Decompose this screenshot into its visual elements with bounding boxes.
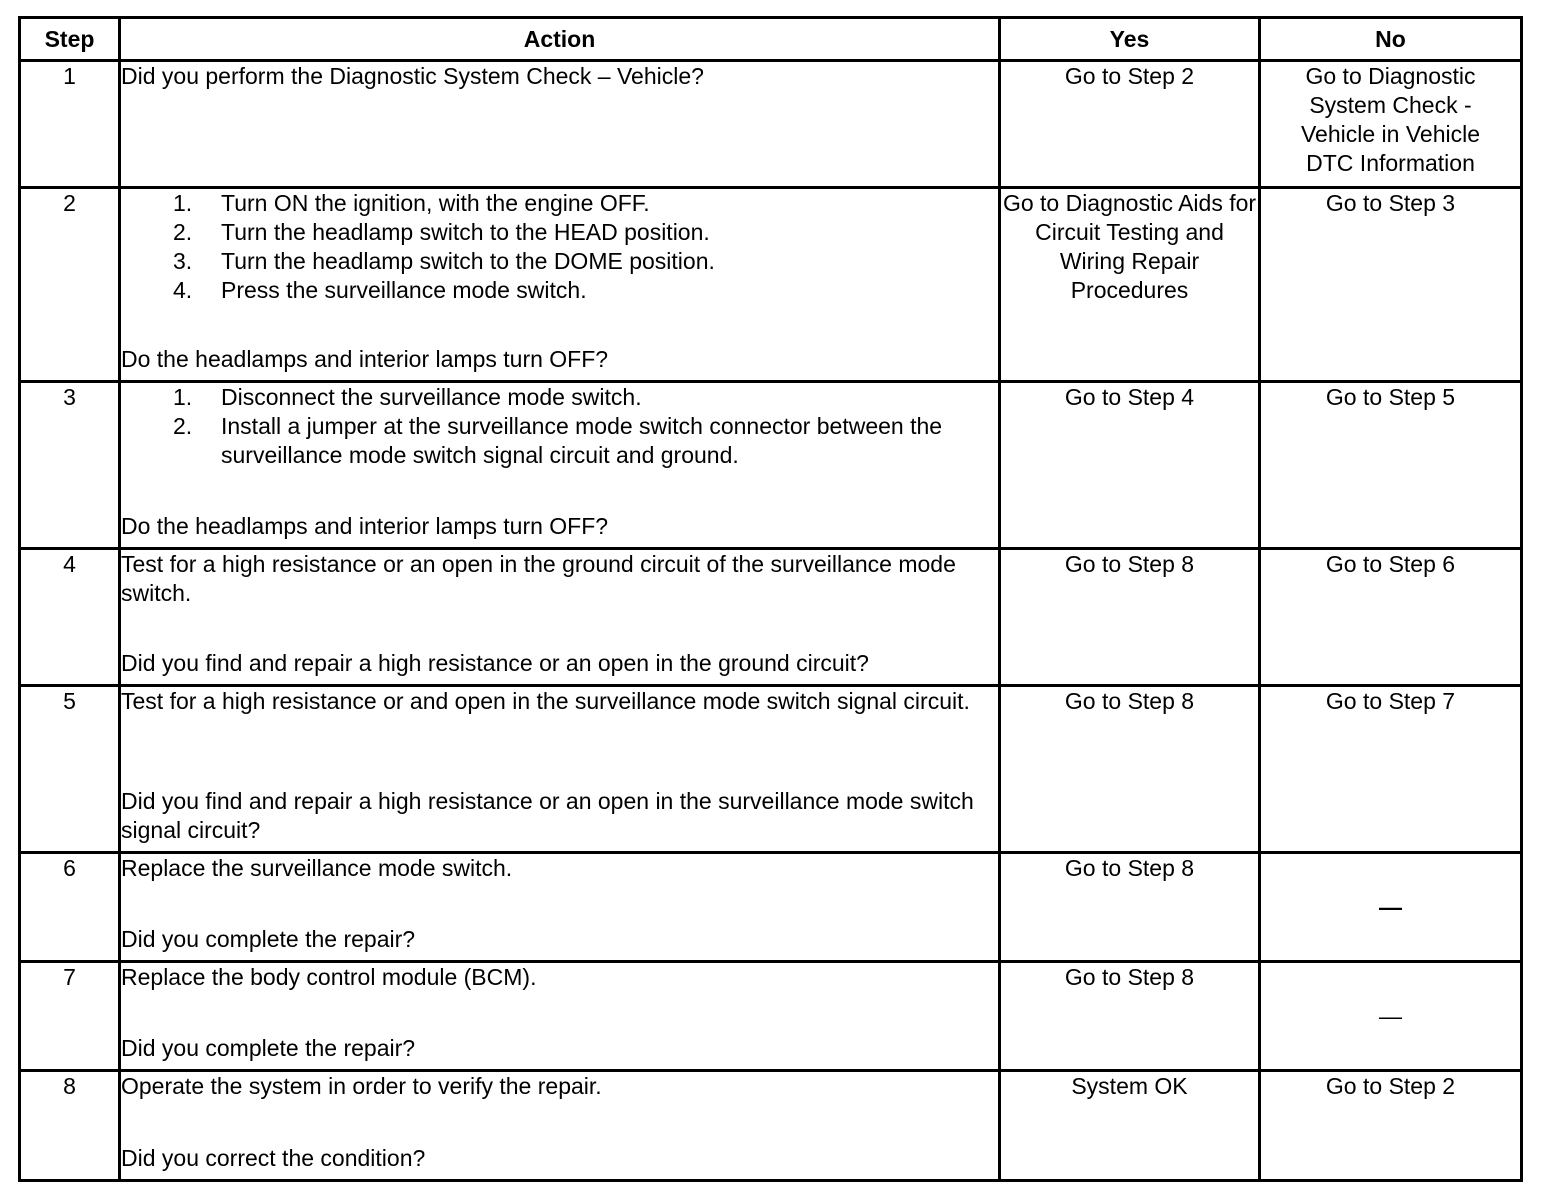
step-number: 2 <box>20 188 120 382</box>
item-text: Install a jumper at the surveillance mode switch connector between the surveillance mode switch signal circuit and ground. <box>221 413 943 468</box>
step-number: 5 <box>20 686 120 853</box>
no-cell: Go to Step 3 <box>1260 188 1522 382</box>
yes-cell: Go to Step 8 <box>1000 549 1260 686</box>
header-row <box>20 18 1522 61</box>
action-question: Do the headlamps and interior lamps turn OFF? <box>121 346 609 372</box>
action-text: Operate the system in order to verify the repair. <box>121 1073 602 1099</box>
no-cell: — <box>1260 853 1522 962</box>
action-question: Did you correct the condition? <box>121 1145 426 1171</box>
procedure-list <box>121 189 998 305</box>
header-action: Action <box>120 18 1000 61</box>
step-number: 7 <box>20 962 120 1071</box>
yes-cell: System OK <box>1000 1071 1260 1181</box>
list-item <box>173 218 998 247</box>
action-text: Replace the body control module (BCM). <box>121 964 537 990</box>
item-text: Press the surveillance mode switch. <box>221 277 587 303</box>
list-item <box>173 189 998 218</box>
table-row <box>20 962 1522 1071</box>
step-number: 6 <box>20 853 120 962</box>
no-cell: Go to Step 6 <box>1260 549 1522 686</box>
action-cell <box>120 382 1000 549</box>
step-number: 3 <box>20 382 120 549</box>
header-no: No <box>1260 18 1522 61</box>
list-item <box>173 247 998 276</box>
no-cell: Go to Step 7 <box>1260 686 1522 853</box>
list-item <box>173 383 998 412</box>
action-cell <box>120 61 1000 188</box>
item-number: 1. <box>173 384 193 410</box>
item-number: 2. <box>173 219 193 245</box>
table-row <box>20 549 1522 686</box>
action-text: Did you perform the Diagnostic System Check – Vehicle? <box>121 63 704 89</box>
action-text: Test for a high resistance or and open in the surveillance mode switch signal circuit. <box>121 688 970 714</box>
action-cell <box>120 962 1000 1071</box>
yes-cell: Go to Step 2 <box>1000 61 1260 188</box>
item-text: Turn the headlamp switch to the DOME position. <box>221 248 715 274</box>
item-number: 3. <box>173 248 193 274</box>
action-cell <box>120 853 1000 962</box>
item-number: 4. <box>173 277 193 303</box>
no-cell: Go to Step 2 <box>1260 1071 1522 1181</box>
no-cell: Go to Step 5 <box>1260 382 1522 549</box>
step-number: 8 <box>20 1071 120 1181</box>
action-question: Did you find and repair a high resistance or an open in the ground circuit? <box>121 650 869 676</box>
list-item <box>173 276 998 305</box>
table-row <box>20 382 1522 549</box>
no-cell: — <box>1260 962 1522 1071</box>
action-question: Did you complete the repair? <box>121 1035 416 1061</box>
header-step: Step <box>20 18 120 61</box>
yes-cell: Go to Step 8 <box>1000 962 1260 1071</box>
yes-cell: Go to Diagnostic Aids for Circuit Testing and Wiring Repair Procedures <box>1000 188 1260 382</box>
header-yes: Yes <box>1000 18 1260 61</box>
table-row <box>20 853 1522 962</box>
item-text: Turn ON the ignition, with the engine OFF. <box>221 190 650 216</box>
action-cell <box>120 686 1000 853</box>
action-text: Test for a high resistance or an open in the ground circuit of the surveillance mode switch. <box>121 551 956 606</box>
diagnostic-table <box>18 16 1523 1182</box>
step-number: 1 <box>20 61 120 188</box>
yes-cell: Go to Step 8 <box>1000 853 1260 962</box>
action-cell <box>120 1071 1000 1181</box>
item-text: Turn the headlamp switch to the HEAD position. <box>221 219 710 245</box>
list-item <box>173 412 998 470</box>
action-question: Did you find and repair a high resistance or an open in the surveillance mode switch signal circuit? <box>121 788 974 843</box>
yes-cell: Go to Step 4 <box>1000 382 1260 549</box>
action-cell <box>120 549 1000 686</box>
action-cell <box>120 188 1000 382</box>
item-number: 1. <box>173 190 193 216</box>
action-text: Replace the surveillance mode switch. <box>121 855 513 881</box>
action-question: Do the headlamps and interior lamps turn OFF? <box>121 513 609 539</box>
table-row <box>20 1071 1522 1181</box>
yes-cell: Go to Step 8 <box>1000 686 1260 853</box>
no-cell: Go to Diagnostic System Check - Vehicle in Vehicle DTC Information <box>1260 61 1522 188</box>
table-row <box>20 61 1522 188</box>
step-number: 4 <box>20 549 120 686</box>
table-row <box>20 188 1522 382</box>
item-number: 2. <box>173 413 193 439</box>
table-row <box>20 686 1522 853</box>
procedure-list <box>121 383 998 470</box>
action-question: Did you complete the repair? <box>121 926 416 952</box>
item-text: Disconnect the surveillance mode switch. <box>221 384 642 410</box>
